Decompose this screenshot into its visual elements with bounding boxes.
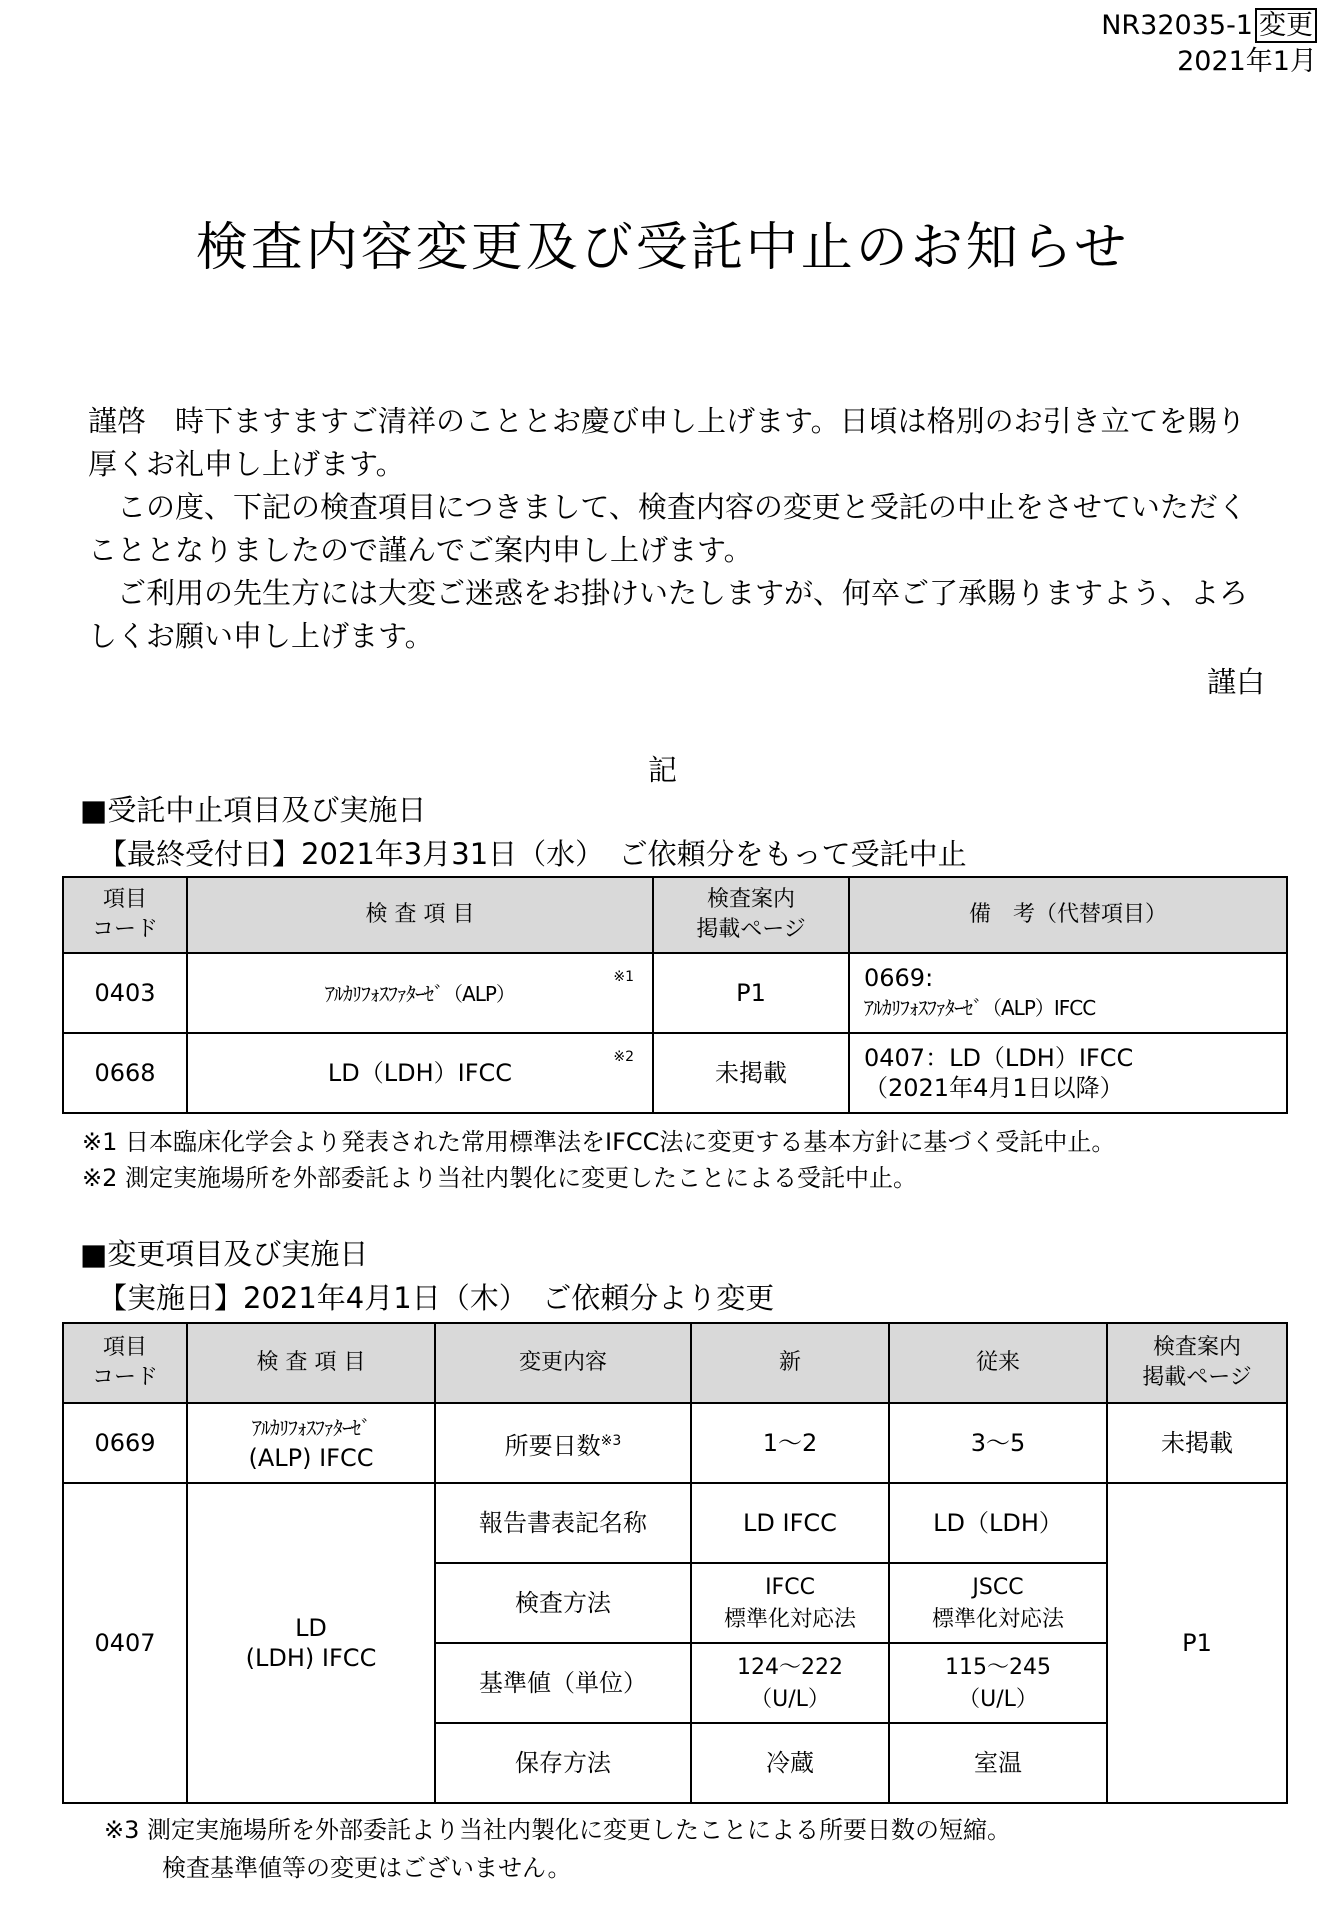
note-mark: ※3 [600,1432,622,1449]
letter-paragraph-3: ご利用の先生方には大変ご迷惑をお掛けいたしますが、何卒ご了承賜りますよう、よろしくお願い申し上げます。 [88,576,1249,653]
item-code: 0403 [63,953,187,1033]
change-content: 基準値（単位） [435,1643,691,1723]
item-page: 未掲載 [1107,1403,1287,1483]
header-item: 検 査 項 目 [187,1323,435,1403]
letter-paragraph-2: この度、下記の検査項目につきまして、検査内容の変更と受託の中止をさせていただくこととなりましたので謹んでご案内申し上げます。 [88,490,1247,567]
item-code: 0668 [63,1033,187,1113]
item-remarks: 0669: ｱﾙｶﾘﾌｫｽﾌｧﾀｰｾﾞ（ALP）IFCC [849,953,1287,1033]
document-number [1101,8,1317,80]
change-content: 保存方法 [435,1723,691,1803]
item-remarks: 0407：LD（LDH）IFCC （2021年4月1日以降） [849,1033,1287,1113]
closing-word: 謹白 [1206,665,1265,699]
section2-heading: ■変更項目及び実施日 [80,1237,369,1271]
page-title: 検査内容変更及び受託中止のお知らせ [195,218,1130,278]
table-row [63,1483,1287,1563]
section1-heading: ■受託中止項目及び実施日 [80,793,427,827]
note-mark: ※2 [613,1049,634,1065]
header-new: 新 [691,1323,889,1403]
item-code: 0669 [63,1403,187,1483]
item-page: P1 [1107,1483,1287,1803]
item-name: LD (LDH) IFCC [187,1483,435,1803]
section2-note-2: 検査基準値等の変更はございません。 [162,1854,572,1882]
section1-subheading: 【最終受付日】2021年3月31日（水） ご依頼分をもって受託中止 [98,837,967,871]
section2-subheading: 【実施日】2021年4月1日（木） ご依頼分より変更 [98,1281,775,1315]
change-content: 所要日数$^{※3}$ [435,1403,691,1483]
item-page: P1 [653,953,849,1033]
header-page: 検査案内 掲載ページ [1107,1323,1287,1403]
change-content: 検査方法 [435,1563,691,1643]
header-remarks: 備 考（代替項目） [849,877,1287,953]
item-name: ｱﾙｶﾘﾌｫｽﾌｧﾀｰｾﾞ（ALP） ※1 [187,953,653,1033]
new-value: 1～2 [691,1403,889,1483]
doc-date: 2021年1月 [1177,46,1317,77]
old-value: LD（LDH） [889,1483,1107,1563]
section2-note-1: ※3 測定実施場所を外部委託より当社内製化に変更したことによる所要日数の短縮。 [104,1816,1012,1844]
table-row [63,1403,1287,1483]
table-header-row [63,877,1287,953]
change-content: 報告書表記名称 [435,1483,691,1563]
new-value: 124～222 （U/L） [691,1643,889,1723]
table-row [63,1033,1287,1113]
header-item: 検 査 項 目 [187,877,653,953]
note-mark: ※1 [613,969,634,985]
old-value: 3～5 [889,1403,1107,1483]
section1-note-1: ※1 日本臨床化学会より発表された常用標準法をIFCC法に変更する基本方針に基づく受託中止。 [82,1128,1116,1156]
header-change: 変更内容 [435,1323,691,1403]
header-code: 項目 コード [63,1323,187,1403]
doc-number-text: NR32035-1 [1101,10,1253,41]
changed-items-table [62,1322,1288,1804]
table-header-row [63,1323,1287,1403]
doc-change-tag: 変更 [1255,8,1317,43]
table-row [63,953,1287,1033]
ki-mark: 記 [648,753,678,787]
old-value: JSCC 標準化対応法 [889,1563,1107,1643]
letter-paragraph-1: 謹啓 時下ますますご清祥のこととお慶び申し上げます。日頃は格別のお引き立てを賜り厚くお礼申し上げます。 [88,404,1246,481]
old-value: 115～245 （U/L） [889,1643,1107,1723]
item-name: ｱﾙｶﾘﾌｫｽﾌｧﾀｰｾﾞ (ALP) IFCC [187,1403,435,1483]
new-value: 冷蔵 [691,1723,889,1803]
old-value: 室温 [889,1723,1107,1803]
section1-note-2: ※2 測定実施場所を外部委託より当社内製化に変更したことによる受託中止。 [82,1164,918,1192]
item-code: 0407 [63,1483,187,1803]
item-page: 未掲載 [653,1033,849,1113]
header-old: 従来 [889,1323,1107,1403]
new-value: LD IFCC [691,1483,889,1563]
header-page: 検査案内 掲載ページ [653,877,849,953]
header-code: 項目 コード [63,877,187,953]
new-value: IFCC 標準化対応法 [691,1563,889,1643]
item-name: LD（LDH）IFCC ※2 [187,1033,653,1113]
discontinued-items-table [62,876,1288,1114]
